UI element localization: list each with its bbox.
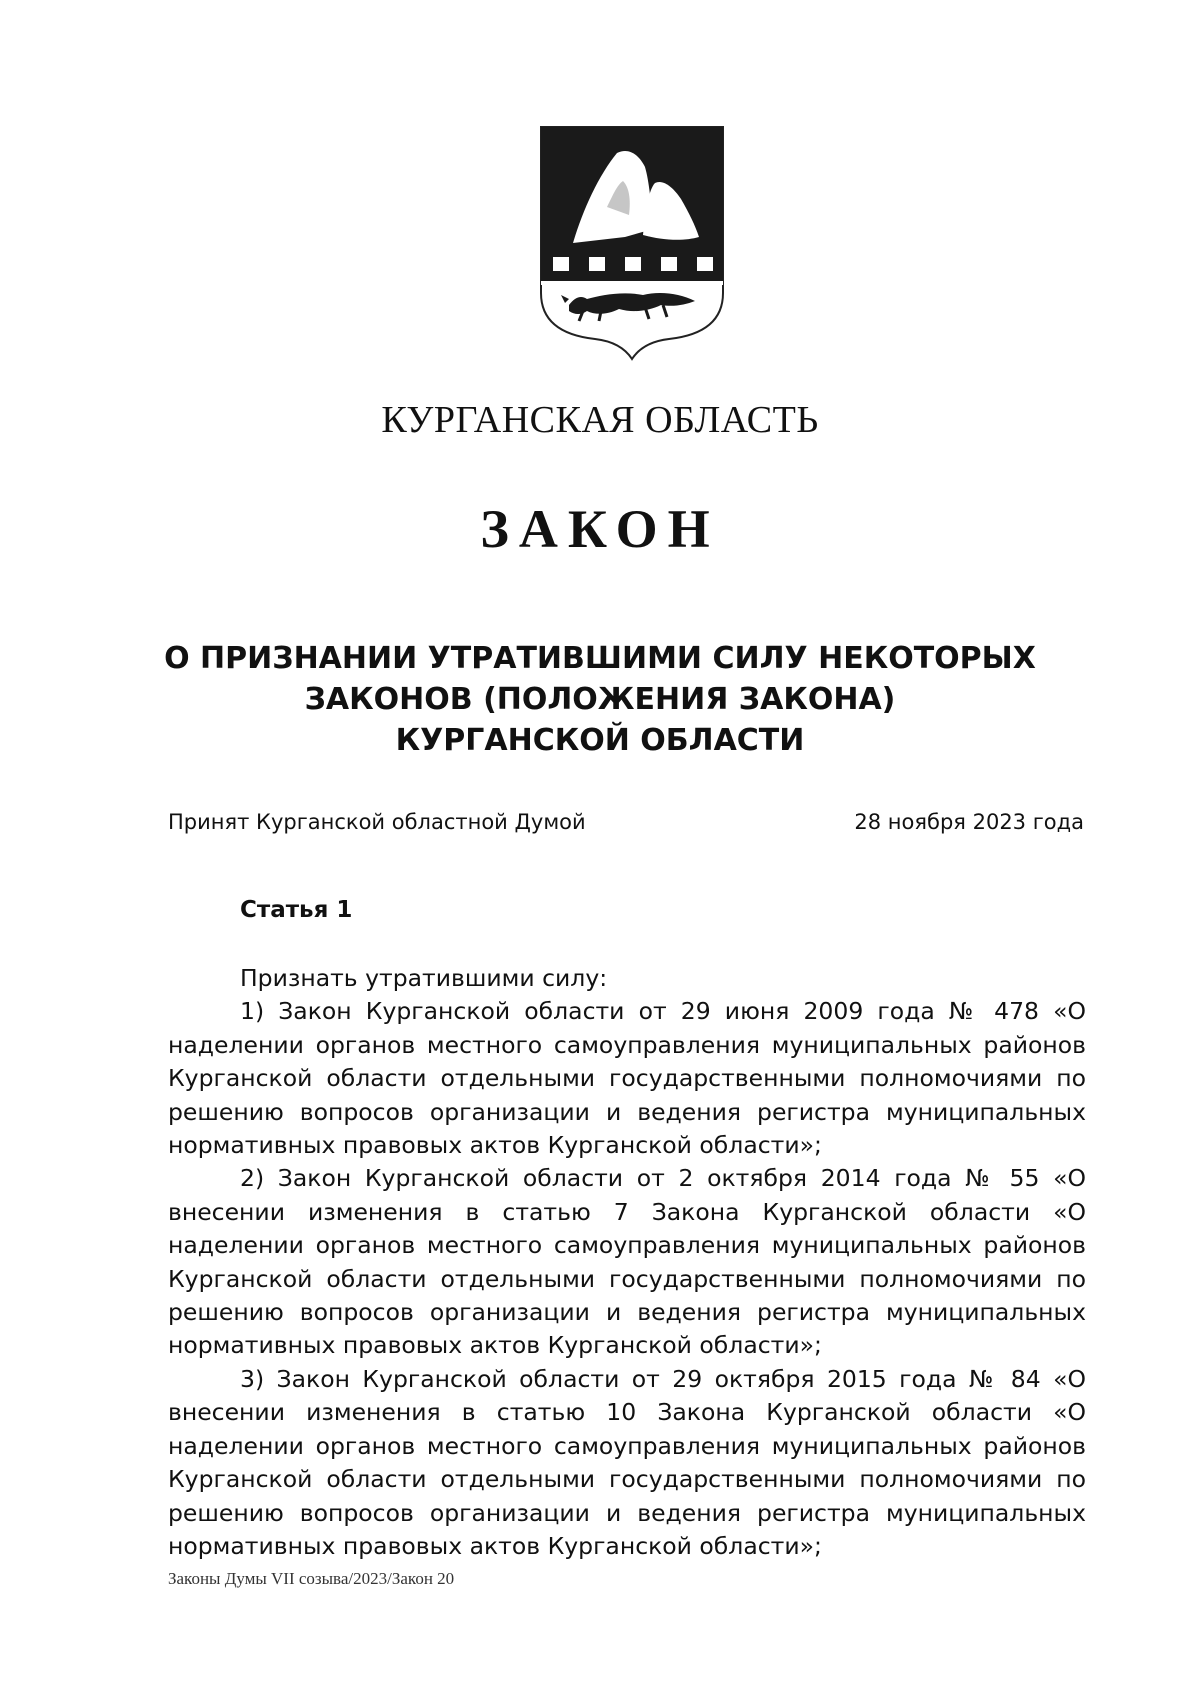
adopted-by: Принят Курганской областной Думой	[168, 810, 586, 834]
law-title-line: ЗАКОНОВ (ПОЛОЖЕНИЯ ЗАКОНА)	[304, 682, 896, 717]
adoption-date: 28 ноября 2023 года	[854, 810, 1084, 834]
article-item: 3) Закон Курганской области от 29 октября 2015 года № 84 «О внесении изменения в статью 10 Закона Курганской области «О наделении органов местного самоуправления муниципальных районов Курганской области отдельными государственными полномочиями по решению вопросов организации и ведения регистра муниципальных нормативных правовых актов Курганской области»;	[168, 1364, 1086, 1560]
coat-of-arms-icon	[539, 125, 725, 361]
document-type: ЗАКОН	[480, 499, 720, 559]
article-item: 2) Закон Курганской области от 2 октября 2014 года № 55 «О внесении изменения в статью 7 Закона Курганской области «О наделении органов местного самоуправления муниципальных районов Курганской области отдельными государственными полномочиями по решению вопросов организации и ведения регистра муниципальных нормативных правовых актов Курганской области»;	[168, 1164, 1086, 1360]
article-heading: Статья 1	[240, 897, 353, 923]
footer-reference: Законы Думы VII созыва/2023/Закон 20	[168, 1569, 455, 1588]
article-item: 1) Закон Курганской области от 29 июня 2009 года № 478 «О наделении органов местного самоуправления муниципальных районов Курганской области отдельными государственными полномочиями по решению вопросов организации и ведения регистра муниципальных нормативных правовых актов Курганской области»;	[168, 997, 1086, 1160]
law-title-line: КУРГАНСКОЙ ОБЛАСТИ	[395, 723, 805, 758]
region-name: КУРГАНСКАЯ ОБЛАСТЬ	[381, 399, 819, 441]
article-intro: Признать утратившими силу:	[240, 964, 608, 992]
article-body	[168, 962, 1086, 1563]
law-title-line: О ПРИЗНАНИИ УТРАТИВШИМИ СИЛУ НЕКОТОРЫХ	[164, 641, 1036, 676]
law-title	[150, 638, 1050, 761]
